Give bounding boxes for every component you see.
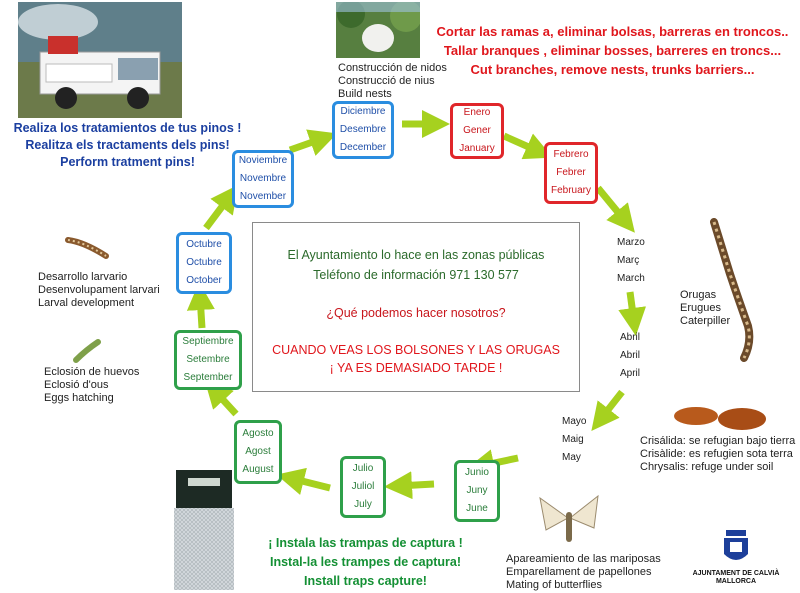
month-october-en: October (186, 275, 222, 286)
month-april-ca: Abril (620, 350, 641, 361)
month-april (620, 329, 640, 383)
month-august-ca: Agost (245, 446, 271, 457)
traps-line3: Install traps capture! (304, 574, 427, 588)
stage-caterpillar-ca: Erugues (680, 302, 721, 314)
month-april-es: Abril (620, 332, 641, 343)
center-warning-line2: ¡ YA ES DEMASIADO TARDE ! (329, 361, 503, 375)
month-may-en: May (562, 452, 581, 463)
stage-larval-ca: Desenvolupament larvari (38, 284, 160, 296)
month-december (332, 101, 394, 159)
month-march (617, 234, 645, 288)
month-january-ca: Gener (463, 125, 491, 136)
nest-caption-en: Build nests (338, 88, 392, 100)
month-may-es: Mayo (562, 416, 587, 427)
header-left-line3: Perform tratment pins! (60, 155, 195, 169)
month-june-en: June (466, 503, 488, 514)
logo-line1: AJUNTAMENT DE CALVIÀ (692, 570, 780, 577)
month-december-ca: Desembre (339, 124, 387, 135)
month-september-en: September (183, 372, 233, 383)
month-february (544, 142, 598, 204)
center-phone: Teléfono de información 971 130 577 (313, 268, 519, 282)
month-july-ca: Juliol (351, 481, 375, 492)
month-march-es: Marzo (617, 237, 645, 248)
stage-larval-es: Desarrollo larvario (38, 271, 128, 283)
logo-line2: MALLORCA (715, 578, 757, 585)
month-february-es: Febrero (553, 149, 589, 160)
month-november-ca: Novembre (239, 173, 287, 184)
calvia-logo (678, 570, 794, 586)
center-line1: El Ayuntamiento lo hace en las zonas públicas (287, 248, 545, 262)
nest-caption-ca: Construcció de nius (338, 75, 435, 87)
header-right (425, 22, 800, 79)
traps-line1: ¡ Instala las trampas de captura ! (268, 536, 463, 550)
stage-eggs (44, 366, 139, 405)
header-right-line2: Tallar branques , eliminar bosses, barreres en troncs... (443, 43, 782, 58)
month-april-en: April (620, 368, 641, 379)
stage-mating-en: Mating of butterflies (506, 579, 602, 591)
header-left-line1: Realiza los tratamientos de tus pinos ! (13, 121, 242, 135)
stage-caterpillar-es: Orugas (680, 289, 717, 301)
stage-mating-es: Apareamiento de las mariposas (506, 553, 661, 565)
stage-larval-en: Larval development (38, 297, 135, 309)
nest-caption-es: Construcción de nidos (338, 62, 447, 74)
month-august-en: August (242, 464, 274, 475)
stage-mating-ca: Emparellament de papellones (506, 566, 652, 578)
month-november (232, 150, 294, 208)
month-june (454, 460, 500, 522)
month-october (176, 232, 232, 294)
stage-caterpillar (680, 289, 730, 328)
month-january-en: January (459, 143, 495, 154)
month-june-ca: Juny (466, 485, 488, 496)
traps-line2: Instal-la les trampes de captura! (269, 555, 462, 569)
month-june-es: Junio (465, 467, 489, 478)
header-left (0, 120, 255, 171)
traps-message (248, 534, 483, 591)
month-october-es: Octubre (186, 239, 222, 250)
month-november-en: November (239, 191, 287, 202)
month-july-es: Julio (352, 463, 374, 474)
month-december-en: December (339, 142, 387, 153)
center-question: ¿Qué podemos hacer nosotros? (326, 306, 506, 320)
month-august (234, 420, 282, 484)
stage-chrysalis-es: Crisálida: se refugian bajo tierra (640, 435, 796, 447)
month-september-es: Septiembre (182, 336, 234, 347)
month-october-ca: Octubre (186, 257, 222, 268)
header-right-line1: Cortar las ramas a, eliminar bolsas, barreras en troncos.. (436, 24, 789, 39)
stage-eggs-ca: Eclosió d'ous (44, 379, 109, 391)
header-left-line2: Realitza els tractaments dels pins! (25, 138, 230, 152)
month-march-en: March (617, 273, 645, 284)
month-july (340, 456, 386, 518)
header-right-line3: Cut branches, remove nests, trunks barriers... (470, 62, 755, 77)
month-december-es: Diciembre (340, 106, 386, 117)
stage-chrysalis (640, 435, 795, 474)
month-may (562, 413, 586, 467)
month-march-ca: Març (617, 255, 640, 266)
nest-caption (338, 62, 447, 101)
month-january-es: Enero (463, 107, 491, 118)
stage-eggs-es: Eclosión de huevos (44, 366, 140, 378)
month-may-ca: Maig (562, 434, 584, 445)
stage-mating (506, 553, 661, 592)
stage-eggs-en: Eggs hatching (44, 392, 114, 404)
month-september-ca: Setembre (186, 354, 230, 365)
stage-caterpillar-en: Caterpiller (680, 315, 731, 327)
month-august-es: Agosto (242, 428, 274, 439)
month-january (450, 103, 504, 159)
month-november-es: Noviembre (238, 155, 288, 166)
center-info-box (252, 222, 580, 392)
stage-chrysalis-en: Chrysalis: refuge under soil (640, 461, 774, 473)
month-july-en: July (354, 499, 372, 510)
center-warning-line1: CUANDO VEAS LOS BOLSONES Y LAS ORUGAS (272, 343, 560, 357)
stage-larval (38, 271, 160, 310)
stage-chrysalis-ca: Crisàlide: es refugien sota terra (640, 448, 793, 460)
month-february-ca: Febrer (556, 167, 586, 178)
month-february-en: February (550, 185, 591, 196)
month-september (174, 330, 242, 390)
